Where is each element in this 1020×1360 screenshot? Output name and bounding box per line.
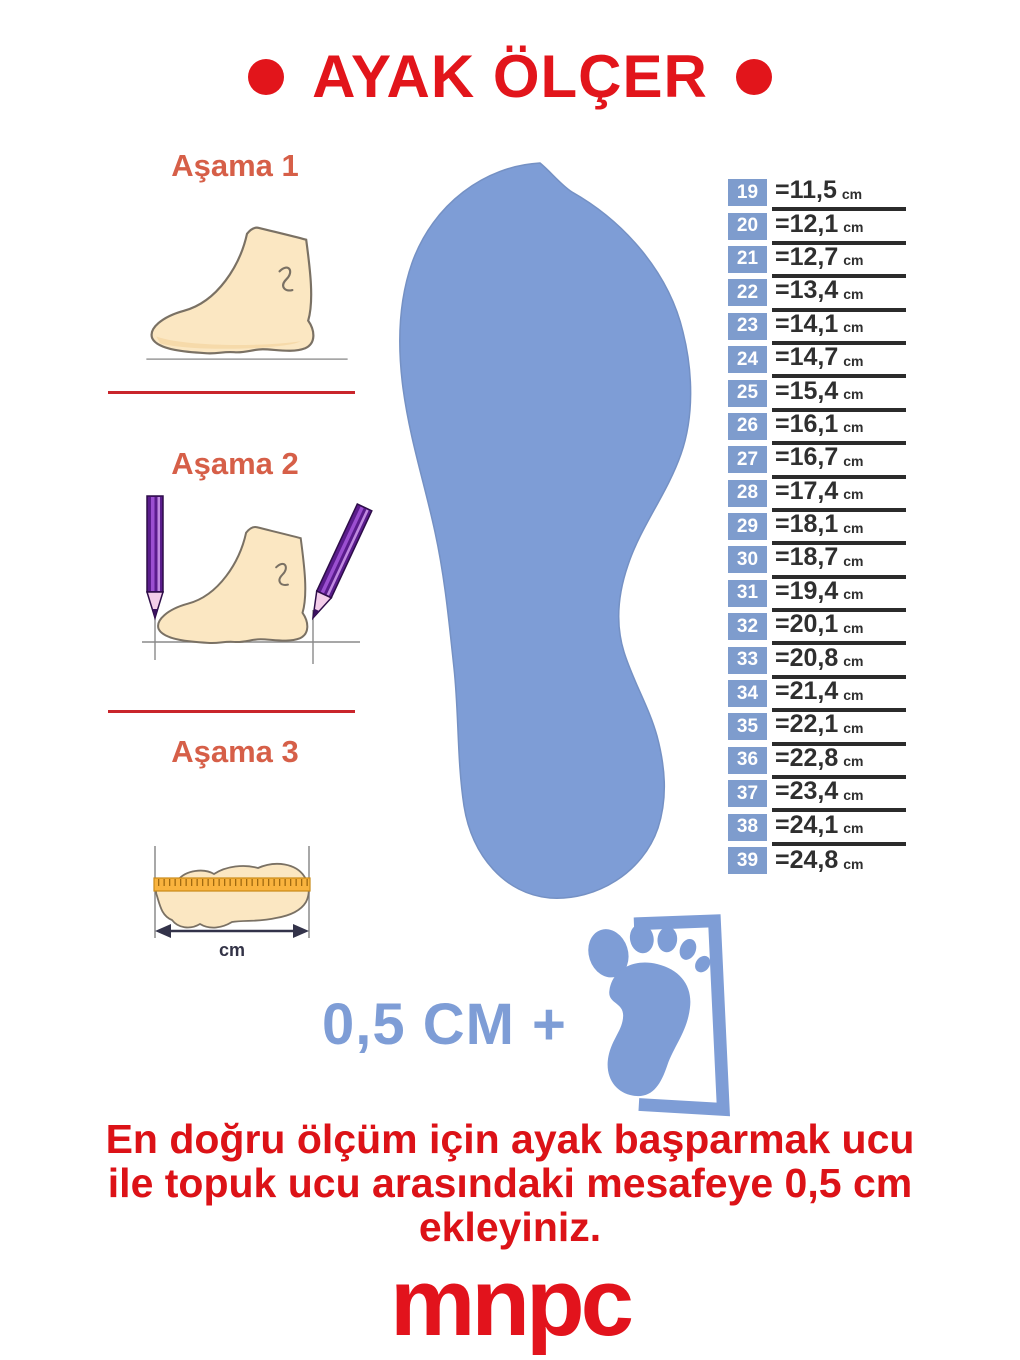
size-table-row — [728, 209, 906, 242]
size-cell: 34 — [728, 680, 767, 707]
size-table-row — [728, 443, 906, 476]
size-unit: cm — [843, 219, 864, 236]
size-value: =13,4 — [775, 276, 839, 305]
size-unit: cm — [843, 386, 864, 403]
brand-logo: mnpc — [389, 1249, 631, 1356]
size-value: =14,7 — [775, 343, 839, 372]
size-table-row — [728, 310, 906, 343]
size-table-row — [728, 510, 906, 543]
size-cell: 20 — [728, 213, 767, 240]
size-value: =20,8 — [775, 643, 839, 672]
size-table-row — [728, 276, 906, 309]
size-cell: 27 — [728, 446, 767, 473]
instruction-line-2: ile topuk ucu arasındaki mesafeye 0,5 cm — [107, 1159, 913, 1206]
size-value-wrap — [772, 575, 906, 612]
size-cell: 23 — [728, 313, 767, 340]
size-unit: cm — [843, 352, 864, 369]
size-cell: 24 — [728, 346, 767, 373]
size-cell: 28 — [728, 480, 767, 507]
size-value: =21,4 — [775, 677, 839, 706]
size-unit: cm — [843, 786, 864, 803]
size-value-wrap — [772, 174, 906, 211]
size-value-wrap — [772, 408, 906, 445]
size-cell: 21 — [728, 246, 767, 273]
stage-2-label: Aşama 2 — [171, 446, 299, 481]
size-value: =23,4 — [775, 777, 839, 806]
size-value: =16,7 — [775, 443, 839, 472]
size-value: =14,1 — [775, 309, 839, 338]
size-unit: cm — [843, 419, 864, 436]
size-unit: cm — [843, 285, 864, 302]
size-unit: cm — [843, 686, 864, 703]
size-unit: cm — [841, 185, 863, 202]
size-value-wrap — [772, 508, 906, 545]
size-cell: 38 — [728, 814, 767, 841]
size-unit: cm — [843, 719, 864, 736]
size-table-row — [728, 477, 906, 510]
red-divider — [108, 391, 355, 394]
size-table-row — [728, 777, 906, 810]
instruction-text — [0, 1118, 1020, 1250]
size-value-wrap — [772, 441, 906, 478]
size-table — [728, 176, 906, 877]
size-table-row — [728, 376, 906, 409]
add-half-cm-text: 0,5 CM + — [322, 991, 567, 1057]
size-value: =12,7 — [775, 242, 839, 271]
size-value: =16,1 — [775, 409, 839, 438]
size-cell: 19 — [728, 179, 767, 206]
size-unit: cm — [843, 586, 864, 603]
size-unit: cm — [843, 552, 864, 569]
size-value: =24,1 — [775, 810, 839, 839]
size-unit: cm — [843, 452, 864, 469]
red-dot-icon — [736, 59, 772, 95]
size-value-wrap — [772, 775, 906, 812]
size-value: =22,8 — [775, 743, 839, 772]
size-table-row — [728, 543, 906, 576]
size-table-row — [728, 710, 906, 743]
size-unit: cm — [843, 319, 864, 336]
size-cell: 35 — [728, 713, 767, 740]
size-cell: 30 — [728, 546, 767, 573]
size-unit: cm — [843, 855, 864, 872]
size-unit: cm — [843, 519, 864, 536]
size-unit: cm — [843, 619, 864, 636]
size-value: =18,1 — [775, 510, 839, 539]
size-value: =20,1 — [775, 610, 839, 639]
size-table-row — [728, 810, 906, 843]
size-value: =17,4 — [775, 476, 839, 505]
size-value-wrap — [772, 207, 906, 244]
size-cell: 31 — [728, 580, 767, 607]
add-half-cm-note — [322, 905, 739, 1143]
size-cell: 36 — [728, 747, 767, 774]
instruction-line-3: ekleyiniz. — [418, 1203, 602, 1250]
size-value: =24,8 — [775, 846, 839, 874]
baby-footprint-bracket-icon — [577, 911, 739, 1137]
size-table-row — [728, 610, 906, 643]
size-value-wrap — [772, 475, 906, 512]
header — [0, 42, 1020, 111]
size-table-row — [728, 410, 906, 443]
size-value: =19,4 — [775, 576, 839, 605]
size-cell: 37 — [728, 780, 767, 807]
page-title: AYAK ÖLÇER — [312, 43, 708, 110]
red-dot-icon — [248, 59, 284, 95]
size-unit: cm — [843, 753, 864, 770]
size-value-wrap — [772, 844, 906, 877]
size-table-row — [728, 243, 906, 276]
size-cell: 26 — [728, 413, 767, 440]
size-table-row — [728, 577, 906, 610]
size-cell: 32 — [728, 613, 767, 640]
size-value-wrap — [772, 541, 906, 578]
size-value-wrap — [772, 641, 906, 678]
size-value-wrap — [772, 308, 906, 345]
size-table-row — [728, 643, 906, 676]
stage-1-label: Aşama 1 — [171, 148, 299, 183]
size-table-row — [728, 744, 906, 777]
size-cell: 29 — [728, 513, 767, 540]
size-value-wrap — [772, 341, 906, 378]
size-value: =15,4 — [775, 376, 839, 405]
size-value-wrap — [772, 241, 906, 278]
size-table-row — [728, 844, 906, 877]
stage-2-pencil-marking-illustration-icon — [128, 490, 375, 686]
size-table-row — [728, 343, 906, 376]
size-value: =22,1 — [775, 710, 839, 739]
big-footprint-shape — [395, 160, 697, 902]
size-unit: cm — [843, 486, 864, 503]
size-value-wrap — [772, 708, 906, 745]
red-divider — [108, 710, 355, 713]
size-cell: 22 — [728, 279, 767, 306]
size-value: =18,7 — [775, 543, 839, 572]
size-table-row — [728, 176, 906, 209]
cm-unit-label: cm — [218, 940, 246, 960]
size-value-wrap — [772, 742, 906, 779]
instruction-line-1: En doğru ölçüm için ayak başparmak ucu — [105, 1116, 915, 1162]
stage-3-label: Aşama 3 — [171, 734, 299, 769]
size-unit: cm — [843, 820, 864, 837]
size-cell: 25 — [728, 380, 767, 407]
size-value-wrap — [772, 274, 906, 311]
size-cell: 39 — [728, 847, 767, 874]
size-cell: 33 — [728, 647, 767, 674]
stage-1-foot-illustration-icon — [138, 220, 356, 368]
size-unit: cm — [843, 653, 864, 670]
size-value-wrap — [772, 675, 906, 712]
size-value-wrap — [772, 374, 906, 411]
size-value-wrap — [772, 808, 906, 845]
size-table-row — [728, 677, 906, 710]
size-value-wrap — [772, 608, 906, 645]
size-unit: cm — [843, 252, 864, 269]
size-value: =12,1 — [775, 209, 839, 238]
size-value: =11,5 — [775, 176, 837, 205]
